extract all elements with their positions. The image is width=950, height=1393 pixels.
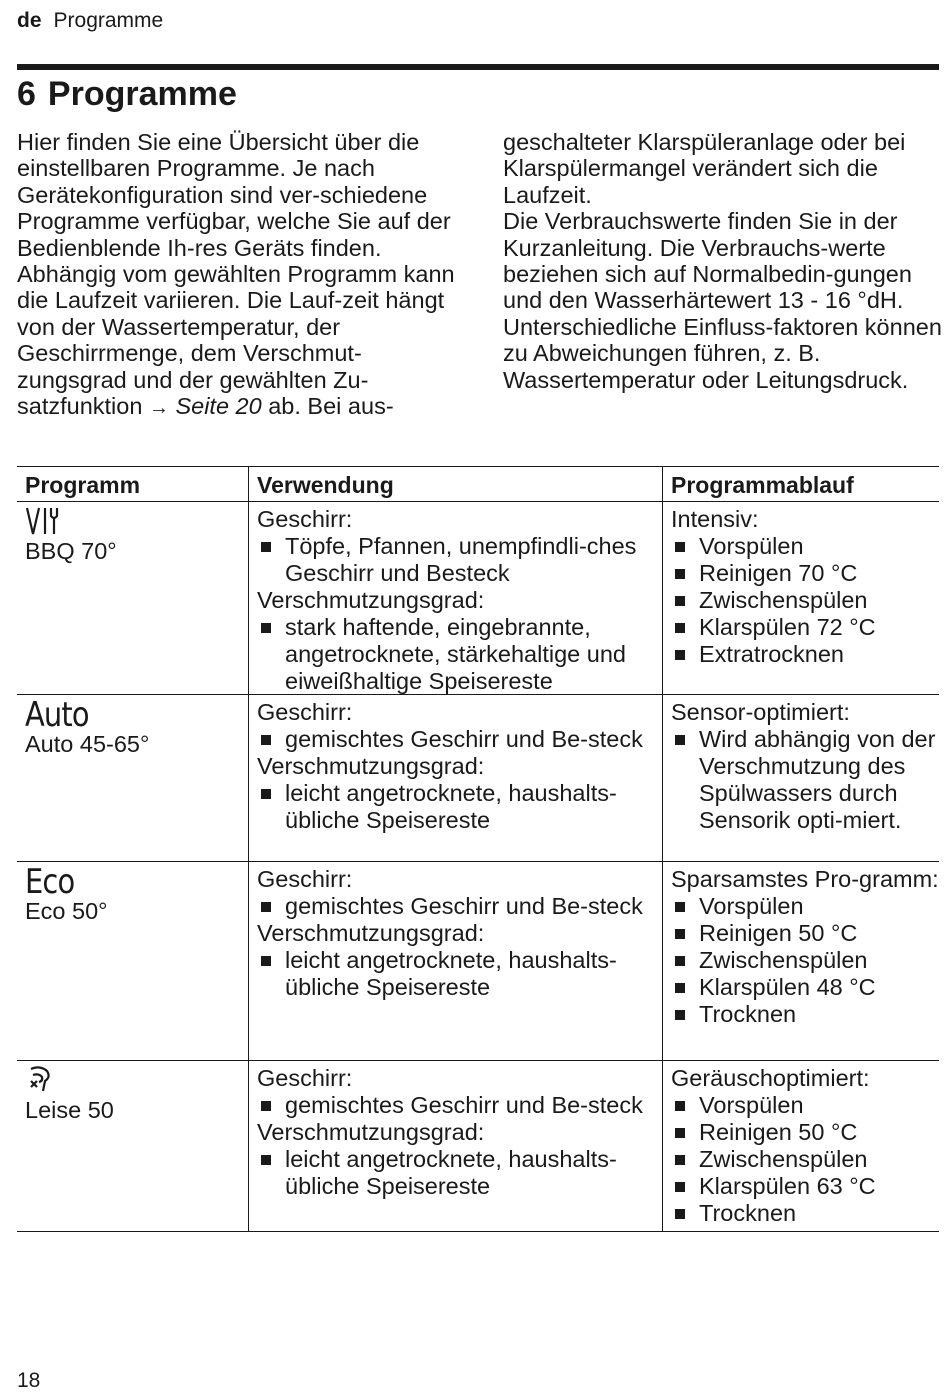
list-item: leicht angetrocknete, haushalts-übliche Speisereste [257,780,662,834]
program-name: Leise 50 [25,1097,114,1123]
usage-label: Geschirr: [257,506,353,532]
list-item: Reinigen 50 °C [671,1119,939,1146]
usage-label: Geschirr: [257,699,353,725]
table-row [17,695,939,861]
program-name: Auto 45-65° [25,731,150,757]
page-title [17,73,237,115]
table-row [17,1061,939,1231]
flow-cell [662,862,939,1060]
chapter-title: Programme [47,75,237,113]
table-row [17,502,939,694]
list-item: Klarspülen 63 °C [671,1173,939,1200]
list-item: Reinigen 50 °C [671,920,939,947]
eco-icon: Eco [25,862,75,902]
list-item: Zwischenspülen [671,1146,939,1173]
usage-cell [248,862,662,1060]
quiet-icon [25,1065,248,1097]
auto-icon: Auto [25,695,89,735]
page-reference-link[interactable]: Seite 20 [175,393,262,420]
section-name: Programme [53,9,164,32]
list-item: gemischtes Geschirr und Be-steck [257,893,662,920]
program-cell [17,862,248,1060]
header-programmablauf: Programmablauf [662,467,939,501]
usage-label: Verschmutzungsgrad: [257,753,485,779]
arrow-icon: → [148,397,169,420]
usage-label: Verschmutzungsgrad: [257,1119,485,1145]
list-item: Trocknen [671,1001,939,1028]
list-item: Töpfe, Pfannen, unempfindli-ches Geschirr und Besteck [257,533,662,587]
header-programm: Programm [25,472,141,498]
usage-label: Geschirr: [257,1065,353,1091]
flow-label: Geräuschoptimiert: [671,1065,870,1091]
program-table [17,466,939,1232]
list-item: Wird abhängig von der Verschmutzung des Spülwassers durch Sensorik opti-miert. [671,726,939,834]
table-row [17,862,939,1060]
list-item: Klarspülen 72 °C [671,614,939,641]
program-cell [17,502,248,694]
header-rule [17,64,939,70]
flow-cell [662,1061,939,1231]
flow-label: Intensiv: [671,506,759,532]
list-item: leicht angetrocknete, haushalts-übliche Speisereste [257,1146,662,1200]
chapter-number: 6 [17,75,36,113]
flow-cell [662,502,939,694]
list-item: stark haftende, eingebrannte, angetrocknete, stärkehaltige und eiweißhaltige Speisereste [257,614,662,695]
list-item: leicht angetrocknete, haushalts-übliche Speisereste [257,947,662,1001]
list-item: gemischtes Geschirr und Be-steck [257,1092,662,1119]
header-verwendung: Verwendung [248,467,662,501]
list-item: Trocknen [671,1200,939,1227]
intro-right-column [503,129,943,393]
page-number: 18 [17,1369,41,1392]
table-header-row [17,467,939,501]
running-header [17,9,163,33]
usage-cell [248,695,662,861]
intro-left-column [17,129,457,421]
flow-cell [662,695,939,861]
flow-label: Sparsamstes Pro-gramm: [671,866,939,892]
usage-label: Verschmutzungsgrad: [257,587,485,613]
list-item: Extratrocknen [671,641,939,668]
list-item: Reinigen 70 °C [671,560,939,587]
intro-paragraph: Die Verbrauchswerte finden Sie in der Kurzanleitung. Die Verbrauchs-werte beziehen sich auf Normalbedin-gungen und den Wasserhärtewert 13 - 16 °dH. Unterschiedliche Einfluss-faktoren können zu Abweichungen führen, z. B. Wassertemperatur oder Leitungsdruck. [503,208,942,393]
list-item: Vorspülen [671,893,939,920]
list-item: Vorspülen [671,533,939,560]
list-item: Zwischenspülen [671,947,939,974]
program-cell [17,1061,248,1231]
language-code: de [17,9,42,32]
usage-cell [248,502,662,694]
list-item: gemischtes Geschirr und Be-steck [257,726,662,753]
intro-paragraph: Hier finden Sie eine Übersicht über die einstellbaren Programme. Je nach Gerätekonfiguration sind ver-schiedene Programme verfügbar, welche Sie auf der Bedienblende Ih-res Geräts finden. [17,129,451,261]
usage-label: Verschmutzungsgrad: [257,920,485,946]
usage-label: Geschirr: [257,866,353,892]
list-item: Zwischenspülen [671,587,939,614]
list-item: Klarspülen 48 °C [671,974,939,1001]
intro-paragraph: geschalteter Klarspüleranlage oder bei Klarspülermangel verändert sich die Laufzeit. [503,129,906,208]
program-name: BBQ 70° [25,538,117,564]
list-item: Vorspülen [671,1092,939,1119]
program-name: Eco 50° [25,898,108,924]
cutlery-icon [25,506,248,538]
flow-label: Sensor-optimiert: [671,699,850,725]
program-cell [17,695,248,861]
usage-cell [248,1061,662,1231]
intro-paragraph: Abhängig vom gewählten Programm kann die Laufzeit variieren. Die Lauf-zeit hängt von der Wassertemperatur, der Geschirrmenge, dem Verschmut-zungsgrad und der gewählten Zu-satzfunktion → Seite 20 ab. Bei aus- [17,261,455,420]
